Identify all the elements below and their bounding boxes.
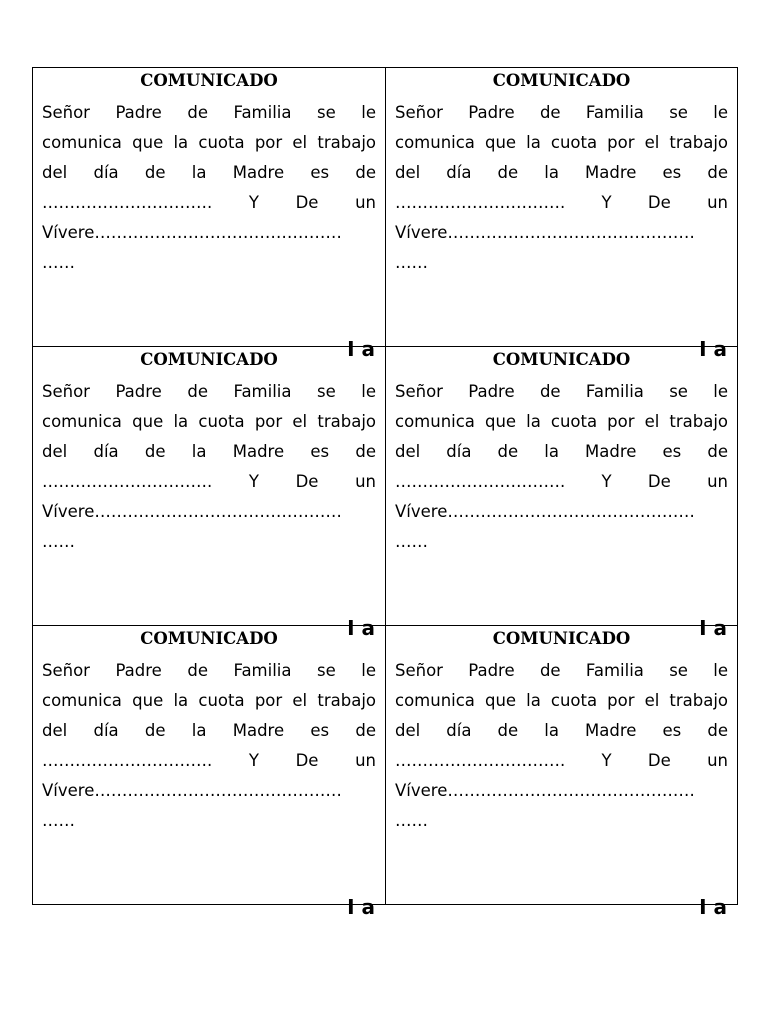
- corner-mark: I a: [347, 337, 375, 361]
- notice-line: Vívere………………………………………: [395, 781, 695, 800]
- notice-line: Señor Padre de Familia se le: [42, 103, 376, 122]
- notice-line: ……: [42, 253, 75, 272]
- notice-body: [395, 377, 728, 557]
- notice-line: ……: [42, 532, 75, 551]
- notice-line: ……: [395, 253, 428, 272]
- notice-line: Señor Padre de Familia se le: [42, 661, 376, 680]
- notice-card: [386, 626, 738, 919]
- corner-mark: I a: [347, 895, 375, 919]
- notice-card-grid: [32, 67, 738, 919]
- notice-line: comunica que la cuota por el trabajo: [395, 691, 728, 710]
- notice-line: del día de la Madre es de: [42, 442, 376, 461]
- notice-line: Vívere………………………………………: [42, 502, 342, 521]
- notice-line: ……: [395, 532, 428, 551]
- notice-title: COMUNICADO: [140, 71, 278, 90]
- notice-card: [33, 68, 386, 361]
- notice-line: Vívere………………………………………: [395, 223, 695, 242]
- notice-line: comunica que la cuota por el trabajo: [42, 412, 376, 431]
- notice-line: del día de la Madre es de: [395, 721, 728, 740]
- notice-card: [386, 347, 738, 640]
- corner-mark: I a: [699, 895, 727, 919]
- notice-title: COMUNICADO: [492, 629, 631, 648]
- notice-title: COMUNICADO: [492, 350, 631, 369]
- notice-title: COMUNICADO: [492, 71, 631, 90]
- notice-body: [395, 656, 728, 836]
- notice-body: [42, 377, 376, 557]
- notice-card: [386, 68, 738, 361]
- notice-line: …………………………. Y De un: [42, 472, 376, 491]
- notice-line: comunica que la cuota por el trabajo: [42, 691, 376, 710]
- corner-mark: I a: [347, 616, 375, 640]
- notice-line: Señor Padre de Familia se le: [42, 382, 376, 401]
- notice-line: Señor Padre de Familia se le: [395, 382, 728, 401]
- corner-mark: I a: [699, 616, 727, 640]
- notice-line: del día de la Madre es de: [395, 163, 728, 182]
- notice-line: Vívere………………………………………: [395, 502, 695, 521]
- notice-line: …………………………. Y De un: [42, 751, 376, 770]
- notice-line: comunica que la cuota por el trabajo: [395, 412, 728, 431]
- notice-line: del día de la Madre es de: [42, 721, 376, 740]
- notice-line: …………………………. Y De un: [42, 193, 376, 212]
- notice-line: comunica que la cuota por el trabajo: [42, 133, 376, 152]
- corner-mark: I a: [699, 337, 727, 361]
- notice-card: [33, 626, 386, 919]
- notice-line: del día de la Madre es de: [42, 163, 376, 182]
- notice-line: Vívere………………………………………: [42, 781, 342, 800]
- notice-line: …………………………. Y De un: [395, 751, 728, 770]
- notice-line: Señor Padre de Familia se le: [395, 661, 728, 680]
- notice-line: Señor Padre de Familia se le: [395, 103, 728, 122]
- notice-line: comunica que la cuota por el trabajo: [395, 133, 728, 152]
- notice-body: [42, 98, 376, 278]
- notice-line: del día de la Madre es de: [395, 442, 728, 461]
- notice-line: ……: [42, 811, 75, 830]
- notice-line: Vívere………………………………………: [42, 223, 342, 242]
- notice-line: …………………………. Y De un: [395, 472, 728, 491]
- notice-body: [42, 656, 376, 836]
- notice-line: …………………………. Y De un: [395, 193, 728, 212]
- notice-title: COMUNICADO: [140, 350, 278, 369]
- notice-body: [395, 98, 728, 278]
- notice-title: COMUNICADO: [140, 629, 278, 648]
- notice-card: [33, 347, 386, 640]
- notice-line: ……: [395, 811, 428, 830]
